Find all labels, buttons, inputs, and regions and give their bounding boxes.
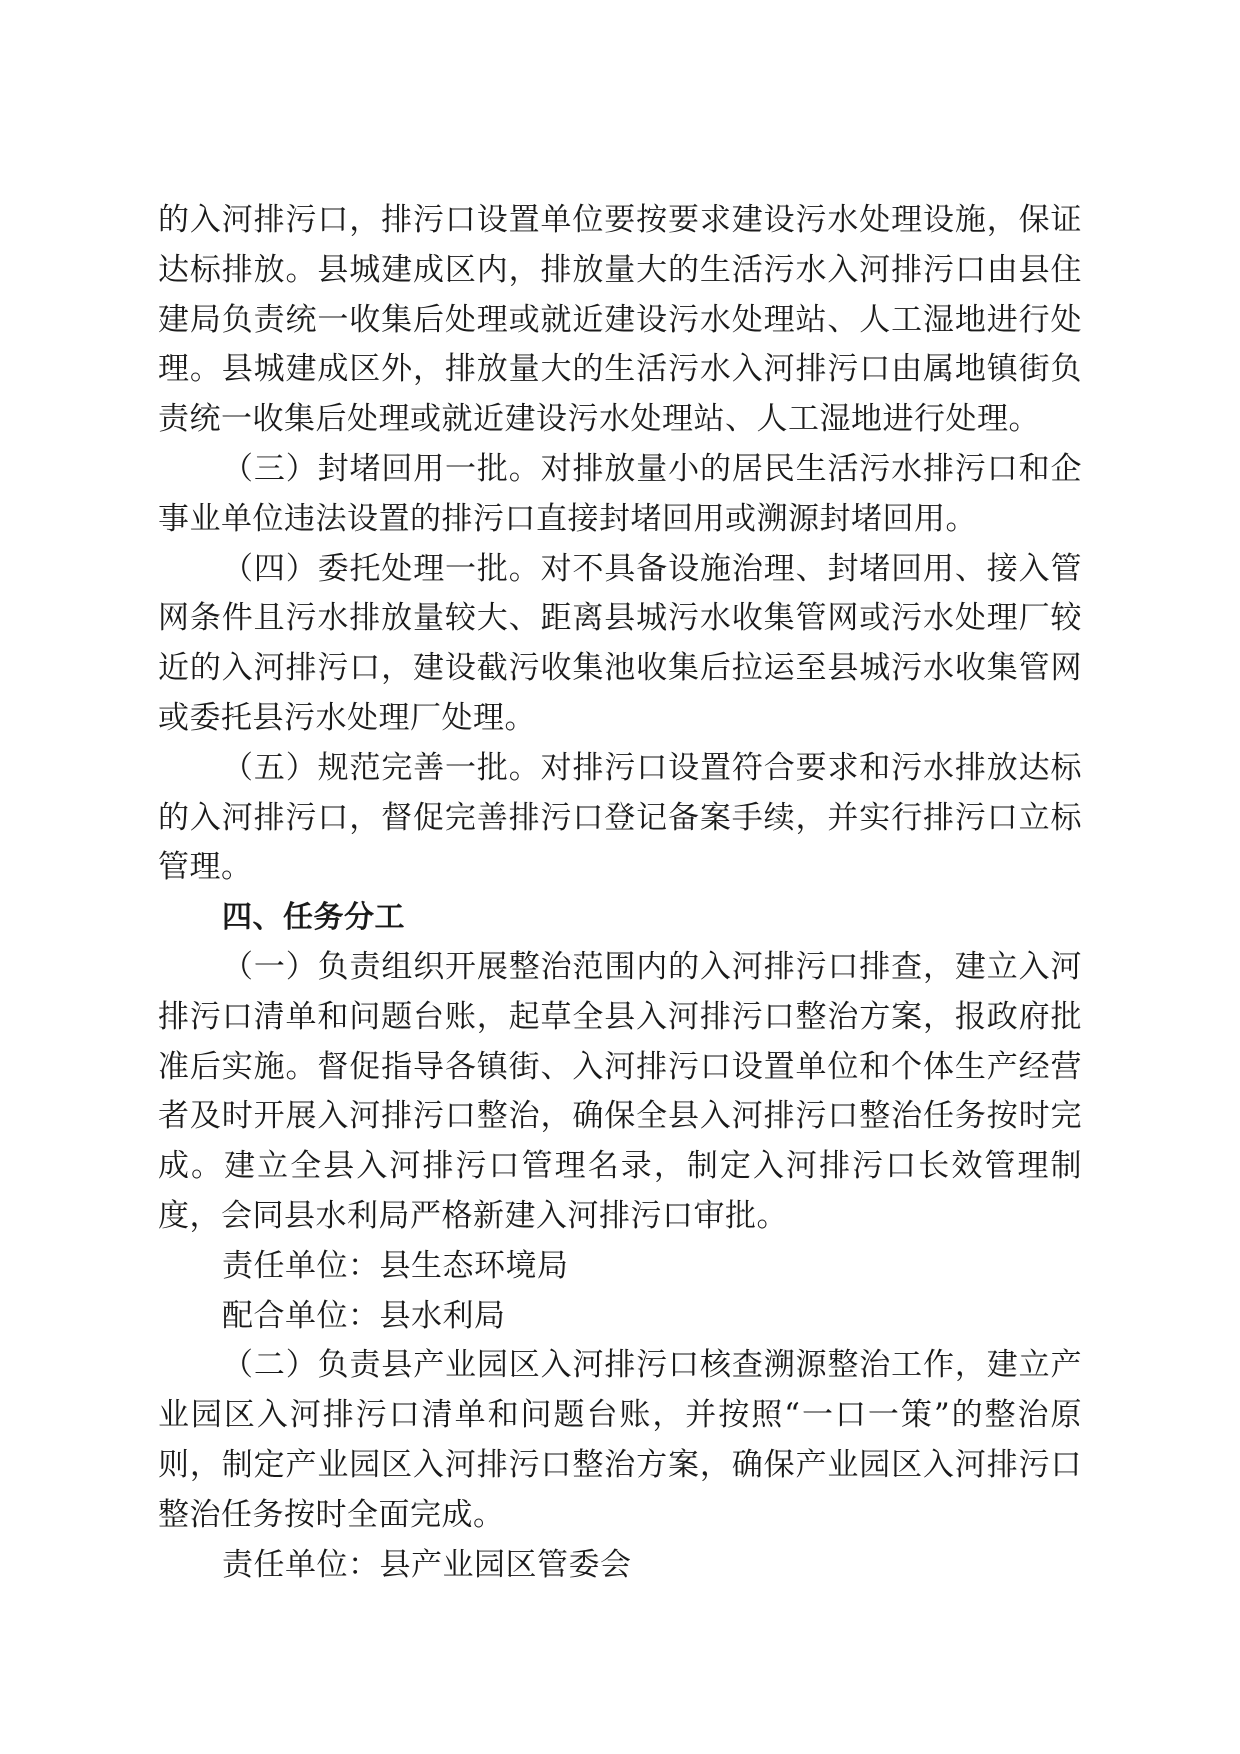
paragraph-section-four: （四）委托处理一批。对不具备设施治理、封堵回用、接入管网条件且污水排放量较大、距离县城污水收集管网或污水处理厂较近的入河排污口，建设截污收集池收集后拉运至县城污水收集管网或委托县污水处理厂处理。 [158, 550, 1082, 736]
paragraph-section-three: （三）封堵回用一批。对排放量小的居民生活污水排污口和企事业单位违法设置的排污口直接封堵回用或溯源封堵回用。 [158, 450, 1082, 537]
task-one-responsible-unit: 责任单位：县生态环境局 [222, 1247, 569, 1284]
task-two-paragraph: （二）负责县产业园区入河排污口核查溯源整治工作，建立产业园区入河排污口清单和问题台账，并按照“一口一策”的整治原则，制定产业园区入河排污口整治方案，确保产业园区入河排污口整治任务按时全面完成。 [158, 1347, 1082, 1533]
paragraph-section-five: （五）规范完善一批。对排污口设置符合要求和污水排放达标的入河排污口，督促完善排污口登记备案手续，并实行排污口立标管理。 [158, 749, 1082, 886]
paragraph-continuation: 的入河排污口，排污口设置单位要按要求建设污水处理设施，保证达标排放。县城建成区内，排放量大的生活污水入河排污口由县住建局负责统一收集后处理或就近建设污水处理站、人工湿地进行处理。县城建成区外，排放量大的生活污水入河排污口由属地镇街负责统一收集后处理或就近建设污水处理站、人工湿地进行处理。 [158, 202, 1082, 438]
section-heading-task-division: 四、任务分工 [222, 900, 405, 936]
task-one-cooperating-unit: 配合单位：县水利局 [222, 1297, 506, 1334]
document-body [158, 196, 1082, 1590]
task-two-responsible-unit: 责任单位：县产业园区管委会 [222, 1546, 632, 1583]
task-one-paragraph: （一）负责组织开展整治范围内的入河排污口排查，建立入河排污口清单和问题台账，起草全县入河排污口整治方案，报政府批准后实施。督促指导各镇街、入河排污口设置单位和个体生产经营者及时开展入河排污口整治，确保全县入河排污口整治任务按时完成。建立全县入河排污口管理名录，制定入河排污口长效管理制度，会同县水利局严格新建入河排污口审批。 [158, 948, 1082, 1234]
